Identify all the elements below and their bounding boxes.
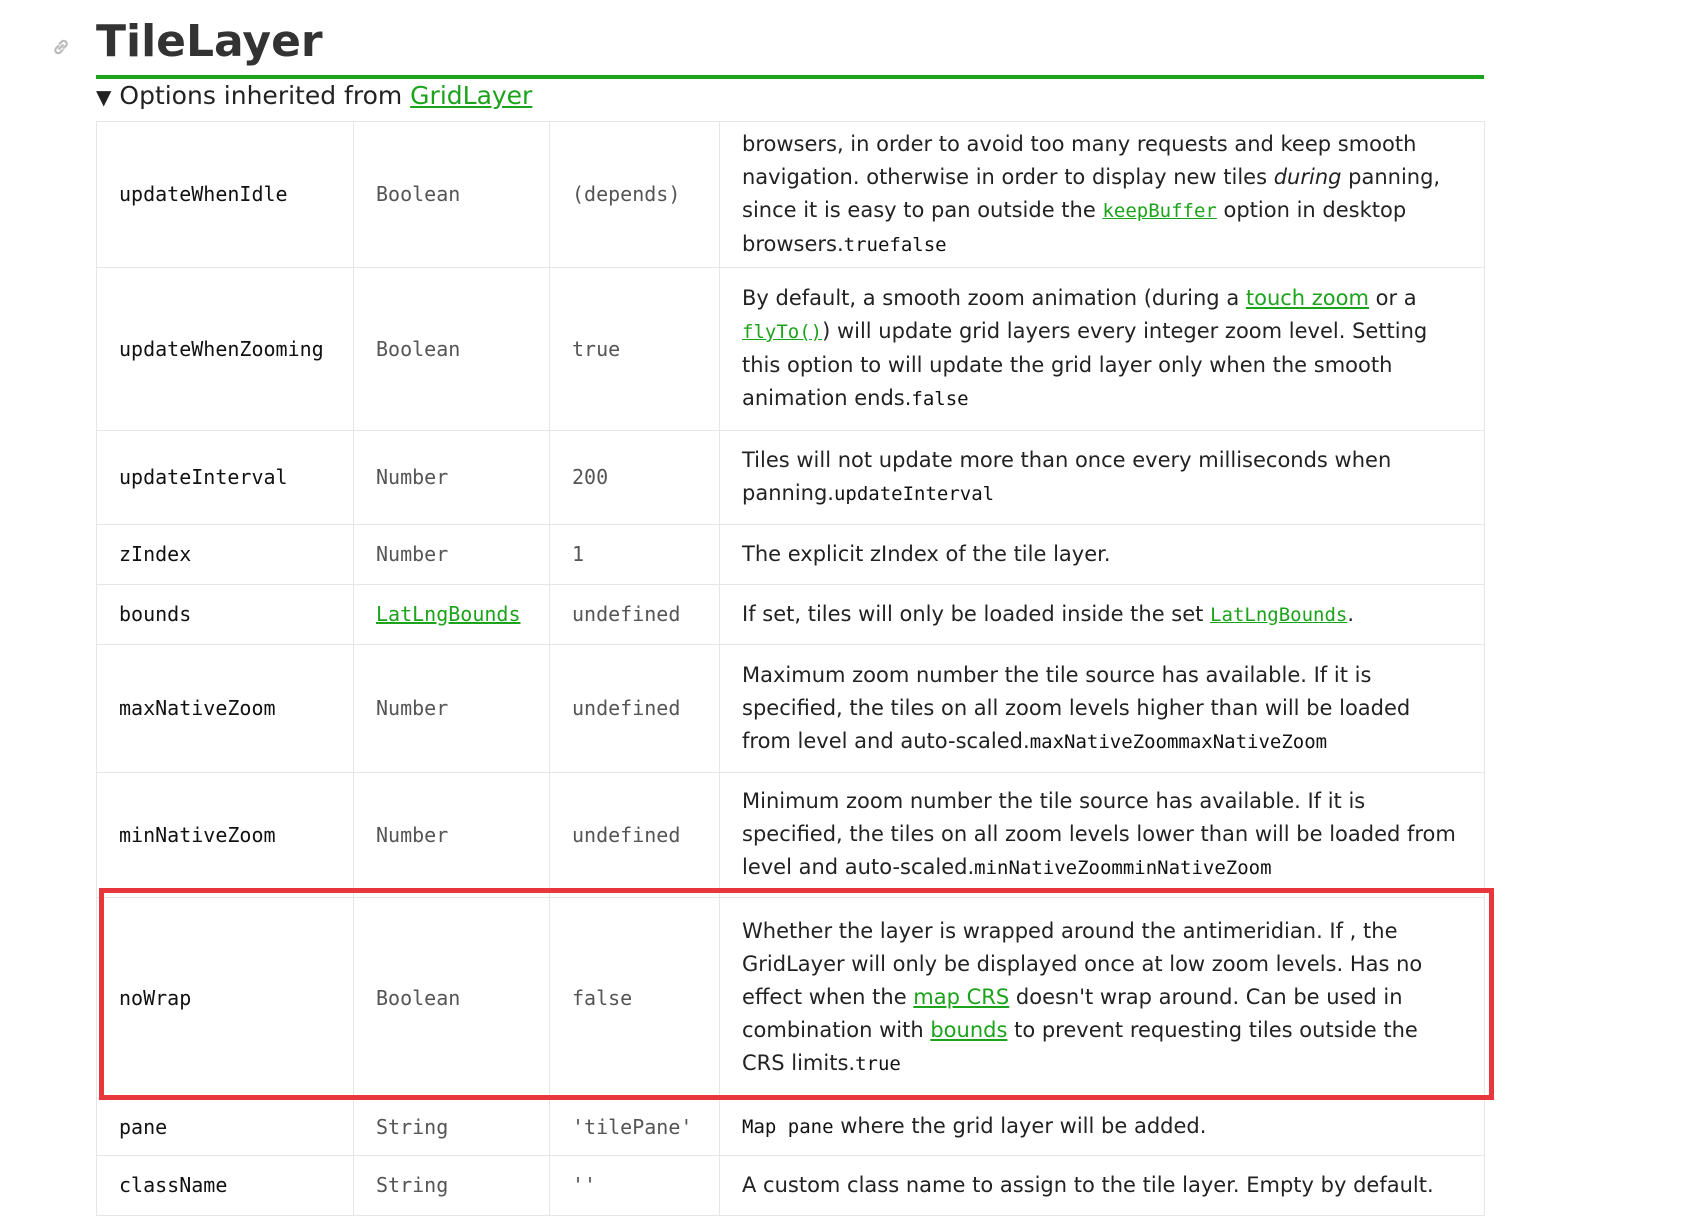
- option-name: maxNativeZoom: [97, 645, 354, 773]
- option-default: 200: [550, 431, 720, 525]
- summary-prefix: Options inherited from: [119, 81, 411, 110]
- option-name: pane: [97, 1099, 354, 1156]
- option-description: The explicit zIndex of the tile layer.: [720, 525, 1485, 585]
- option-description: If set, tiles will only be loaded inside the set LatLngBounds.: [720, 585, 1485, 645]
- disclosure-triangle-icon[interactable]: ▼: [96, 85, 112, 109]
- bounds-link[interactable]: bounds: [930, 1018, 1008, 1042]
- table-row: [97, 645, 1485, 773]
- option-name: className: [97, 1156, 354, 1216]
- option-description: Whether the layer is wrapped around the antimeridian. If , the GridLayer will only be displayed once at low zoom levels. Has no effect when the map CRS doesn't wrap around. Can be used in combination with bounds to prevent requesting tiles outside the CRS limits.true: [720, 898, 1485, 1099]
- table-row: [97, 585, 1485, 645]
- option-description: Maximum zoom number the tile source has available. If it is specified, the tiles on all zoom levels higher than will be loaded from level and auto-scaled.maxNativeZoommaxNativeZoom: [720, 645, 1485, 773]
- table-row: [97, 268, 1485, 431]
- option-description: browsers, in order to avoid too many requests and keep smooth navigation. otherwise in order to display new tiles during panning, since it is easy to pan outside the keepBuffer option in desktop browsers.truefalse: [720, 122, 1485, 268]
- option-type: Boolean: [354, 122, 550, 268]
- option-name: noWrap: [97, 898, 354, 1099]
- option-type: Number: [354, 645, 550, 773]
- touch-zoom-link[interactable]: touch zoom: [1245, 286, 1369, 310]
- option-type: Boolean: [354, 898, 550, 1099]
- option-description: A custom class name to assign to the tile layer. Empty by default.: [720, 1156, 1485, 1216]
- option-description: Map pane where the grid layer will be added.: [720, 1099, 1485, 1156]
- option-default: true: [550, 268, 720, 431]
- option-description: By default, a smooth zoom animation (during a touch zoom or a flyTo()) will update grid layers every integer zoom level. Setting this option to will update the grid layer only when the smooth animation ends.false: [720, 268, 1485, 431]
- option-type: [354, 585, 550, 645]
- option-default: 1: [550, 525, 720, 585]
- option-name: minNativeZoom: [97, 773, 354, 898]
- option-name: updateWhenIdle: [97, 122, 354, 268]
- option-default: undefined: [550, 773, 720, 898]
- latlngbounds-type-link[interactable]: LatLngBounds: [376, 602, 521, 626]
- option-default: false: [550, 898, 720, 1099]
- table-row: [97, 122, 1485, 268]
- option-type: String: [354, 1099, 550, 1156]
- option-type: Number: [354, 773, 550, 898]
- table-row: [97, 898, 1485, 1099]
- option-name: updateInterval: [97, 431, 354, 525]
- latlngbounds-link[interactable]: LatLngBounds: [1210, 603, 1348, 626]
- flyto-link[interactable]: flyTo(): [742, 321, 823, 343]
- option-default: undefined: [550, 645, 720, 773]
- option-type: String: [354, 1156, 550, 1216]
- option-description: Minimum zoom number the tile source has available. If it is specified, the tiles on all zoom levels lower than will be loaded from level and auto-scaled.minNativeZoomminNativeZoom: [720, 773, 1485, 898]
- options-table: [96, 121, 1484, 1216]
- title-rule: [96, 75, 1484, 79]
- option-default: (depends): [550, 122, 720, 268]
- table-row: [97, 773, 1485, 898]
- option-description: Tiles will not update more than once every milliseconds when panning.updateInterval: [720, 431, 1485, 525]
- table-row: [97, 1099, 1485, 1156]
- option-type: Number: [354, 431, 550, 525]
- inherited-options-summary[interactable]: [96, 80, 532, 113]
- option-default: undefined: [550, 585, 720, 645]
- option-name: bounds: [97, 585, 354, 645]
- map-crs-link[interactable]: map CRS: [913, 985, 1010, 1009]
- option-type: Number: [354, 525, 550, 585]
- option-name: zIndex: [97, 525, 354, 585]
- option-default: 'tilePane': [550, 1099, 720, 1156]
- table-row: [97, 1156, 1485, 1216]
- option-name: updateWhenZooming: [97, 268, 354, 431]
- keepbuffer-link[interactable]: keepBuffer: [1102, 199, 1217, 222]
- gridlayer-link[interactable]: GridLayer: [410, 81, 533, 110]
- table-row: [97, 431, 1485, 525]
- option-default: '': [550, 1156, 720, 1216]
- page-title: TileLayer: [96, 16, 323, 67]
- link-anchor-icon[interactable]: [50, 36, 72, 58]
- table-row: [97, 525, 1485, 585]
- option-type: Boolean: [354, 268, 550, 431]
